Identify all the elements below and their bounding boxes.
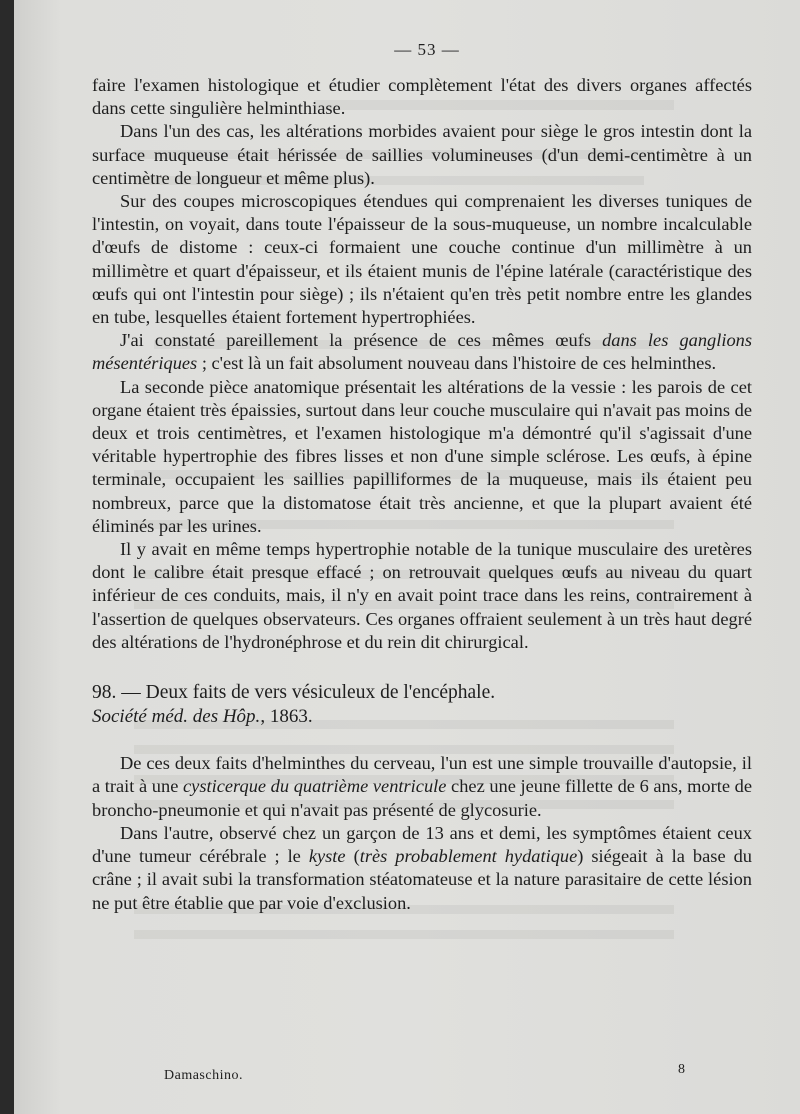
section-title: 98. — Deux faits de vers vésiculeux de l'encéphale. xyxy=(92,682,496,704)
paragraph: De ces deux faits d'helminthes du cerveau, l'un est une simple trouvaille d'autopsie, il a trait à une cysticerque du quatrième ventricule chez une jeune fillette de 6 ans, morte de broncho-pneumonie et qui n'avait pas présenté de glycosurie. xyxy=(92,753,753,820)
paragraph: Dans l'un des cas, les altérations morbides avaient pour siège le gros intestin dont la surface muqueuse était hérissée de saillies volumineuses (d'un demi-centimètre à un centimètre de longueur et même plus). xyxy=(92,121,752,188)
paragraph: Sur des coupes microscopiques étendues qui comprenaient les diverses tuniques de l'intestin, on voyait, dans toute l'épaisseur de la sous-muqueuse, un nombre incalculable d'œufs de distome : ceux-ci formaient une couche continue d'un millimètre à un millimètre et quart d'épaisseur, et ils étaient munis de l'épine latérale (caractéristique des œufs qui ont l'intestin pour siège) ; ils n'étaient qu'en très petit nombre entre les glandes en tube, lesquelles étaient fortement hypertrophiées. xyxy=(92,191,752,328)
paragraph: Dans l'autre, observé chez un garçon de 13 ans et demi, les symptômes étaient ceux d'une tumeur cérébrale ; le kyste (très probablement hydatique) siégeait à la base du crâne ; il avait subi la transformation stéatomateuse et la nature parasitaire de cette lésion ne put être établie que par voie d'exclusion. xyxy=(92,822,752,913)
page-number-header: — 53 — xyxy=(394,40,460,59)
document-page xyxy=(14,0,800,1114)
paragraph: faire l'examen histologique et étudier complètement l'état des divers organes affectés dans cette singulière helminthiase. xyxy=(92,75,752,119)
text-body xyxy=(92,74,752,915)
footer-signature: 8 xyxy=(678,1062,685,1077)
footer-author: Damaschino. xyxy=(164,1068,243,1083)
section-source: Société méd. des Hôp., 1863. xyxy=(92,706,313,728)
paragraph: La seconde pièce anatomique présentait les altérations de la vessie : les parois de cet organe étaient très épaissies, surtout dans leur couche musculaire qui n'avait pas moins de deux et trois centimètres, et l'examen histologique m'a démontré qu'il s'agissait d'une véritable hypertrophie des fibres lisses et non d'une simple sclérose. Les œufs, à épine terminale, occupaient les saillies papilliformes de la muqueuse, mais ils étaient peu nombreux, parce que la distomatose était très ancienne, et que la plupart avaient été éliminés par les urines. xyxy=(92,376,752,536)
paragraph: J'ai constaté pareillement la présence de ces mêmes œufs dans les ganglions mésentériques ; c'est là un fait absolument nouveau dans l'histoire de ces helminthes. xyxy=(92,330,752,374)
paragraph: Il y avait en même temps hypertrophie notable de la tunique musculaire des uretères dont le calibre était presque effacé ; on retrouvait quelques œufs au niveau du quart inférieur de ces conduits, mais, il n'y en avait point trace dans les reins, contrairement à l'assertion de quelques observateurs. Ces organes offraient seulement à un très haut degré des altérations de l'hydronéphrose et du rein dit chirurgical. xyxy=(92,539,752,652)
